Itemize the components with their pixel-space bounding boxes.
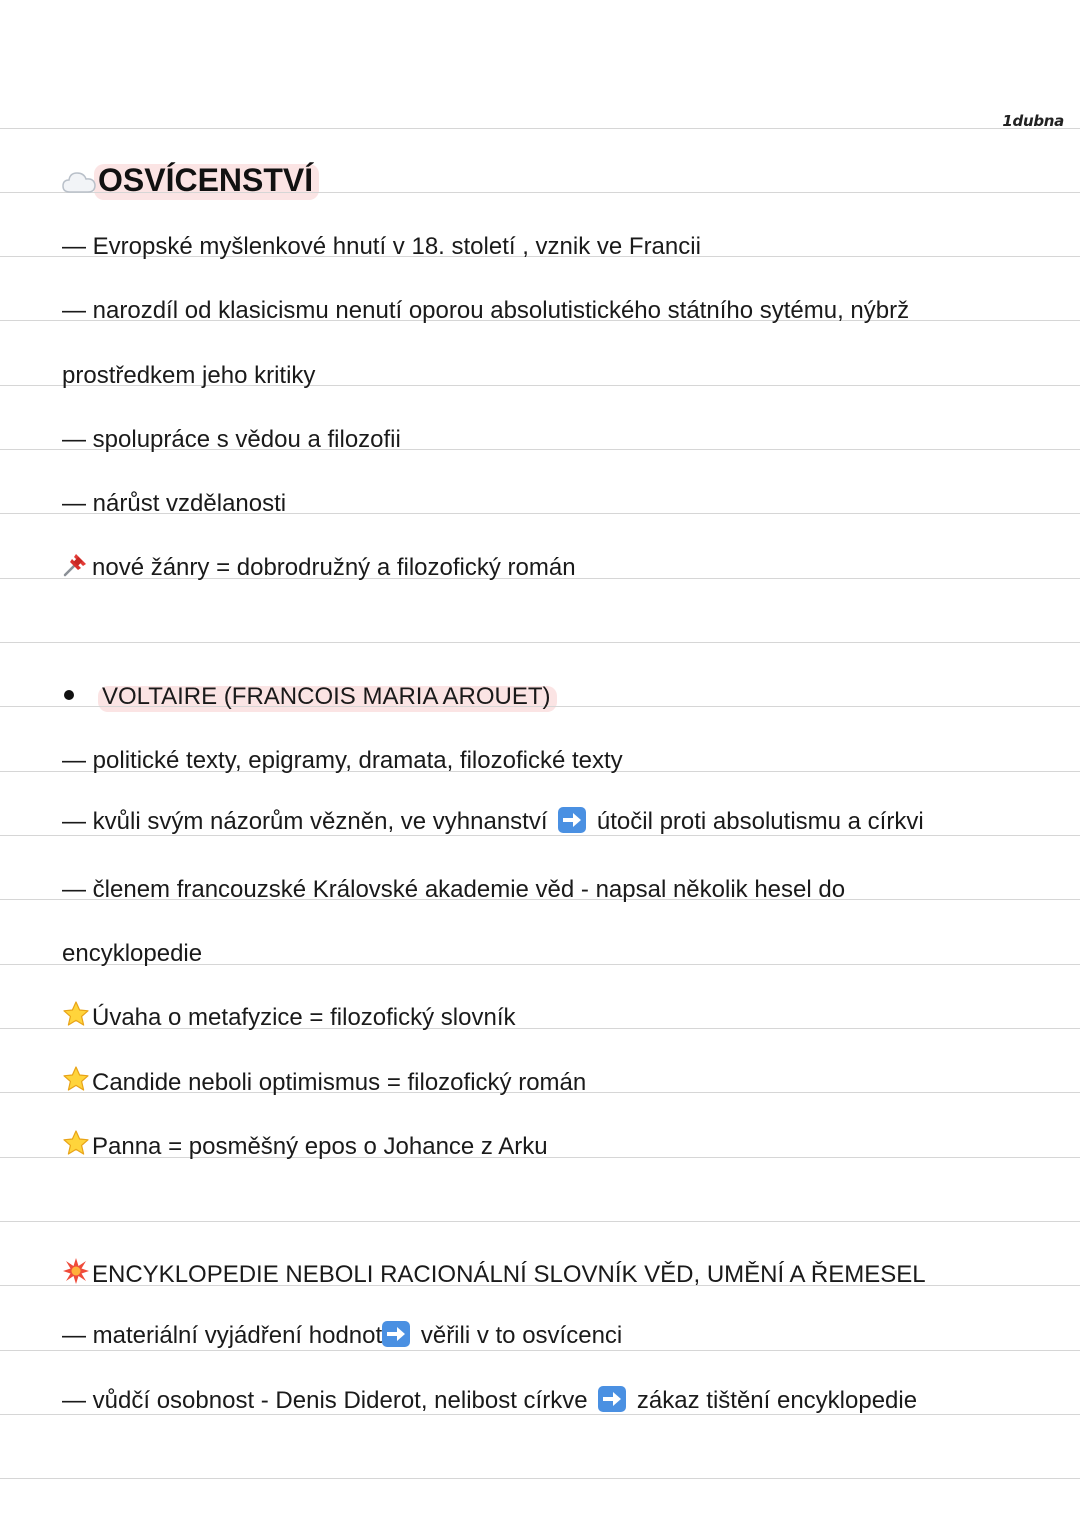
ruled-line — [0, 1478, 1080, 1479]
star-icon — [62, 1065, 90, 1101]
text-line-with-arrow — [62, 1386, 917, 1416]
right-arrow-icon — [558, 807, 586, 833]
work-item — [62, 1129, 548, 1165]
encyclopedia-heading-row — [62, 1257, 926, 1293]
text-segment: útočil proti absolutismu a církvi — [596, 808, 924, 835]
text-line: — členem francouzské Královské akademie věd - napsal několik hesel do — [62, 876, 846, 903]
page-title: OSVÍCENSTVÍ — [98, 162, 314, 198]
encyclopedia-heading: ENCYKLOPEDIE NEBOLI RACIONÁLNÍ SLOVNÍK VĚD, UMĚNÍ A ŘEMESEL — [92, 1261, 926, 1288]
right-arrow-icon — [598, 1386, 626, 1412]
pin-line-text: nové žánry = dobrodružný a filozofický román — [92, 554, 576, 581]
voltaire-heading-row — [62, 682, 551, 712]
voltaire-heading: VOLTAIRE (FRANCOIS MARIA AROUET) — [102, 683, 551, 710]
ruled-line — [0, 1221, 1080, 1222]
work-item-text: Panna = posměšný epos o Johance z Arku — [92, 1133, 548, 1160]
work-item — [62, 1000, 516, 1036]
pin-line — [62, 550, 576, 586]
right-arrow-icon — [382, 1321, 410, 1347]
text-segment: — vůdčí osobnost - Denis Diderot, nelibost církve — [62, 1387, 588, 1414]
text-line: prostředkem jeho kritiky — [62, 362, 316, 389]
text-line: encyklopedie — [62, 940, 203, 967]
work-item-text: Úvaha o metafyzice = filozofický slovník — [92, 1004, 516, 1031]
page-title-row — [62, 160, 313, 200]
text-segment: — kvůli svým názorům vězněn, ve vyhnanství — [62, 808, 548, 835]
ruled-line — [0, 642, 1080, 643]
pushpin-icon — [62, 550, 90, 586]
ruled-line — [0, 128, 1080, 129]
text-segment: — materiální vyjádření hodnot — [62, 1322, 383, 1349]
text-segment: věřili v to osvícenci — [420, 1322, 623, 1349]
text-line: — narozdíl od klasicismu nenutí oporou absolutistického státního sytému, nýbrž — [62, 297, 910, 324]
text-segment: zákaz tištění encyklopedie — [636, 1387, 918, 1414]
text-line: — spolupráce s vědou a filozofii — [62, 426, 401, 453]
text-line-with-arrow — [62, 1321, 622, 1351]
star-icon — [62, 1129, 90, 1165]
text-line: — Evropské myšlenkové hnutí v 18. století , vznik ve Francii — [62, 233, 701, 260]
collision-icon — [62, 1257, 90, 1293]
cloud-icon — [62, 163, 96, 203]
text-line-with-arrow — [62, 807, 924, 837]
work-item — [62, 1065, 586, 1101]
date-label: 1dubna — [1002, 112, 1064, 130]
star-icon — [62, 1000, 90, 1036]
work-item-text: Candide neboli optimismus = filozofický román — [92, 1069, 587, 1096]
bullet-dot — [64, 690, 74, 700]
text-line: — nárůst vzdělanosti — [62, 490, 287, 517]
text-line: — politické texty, epigramy, dramata, filozofické texty — [62, 747, 623, 774]
